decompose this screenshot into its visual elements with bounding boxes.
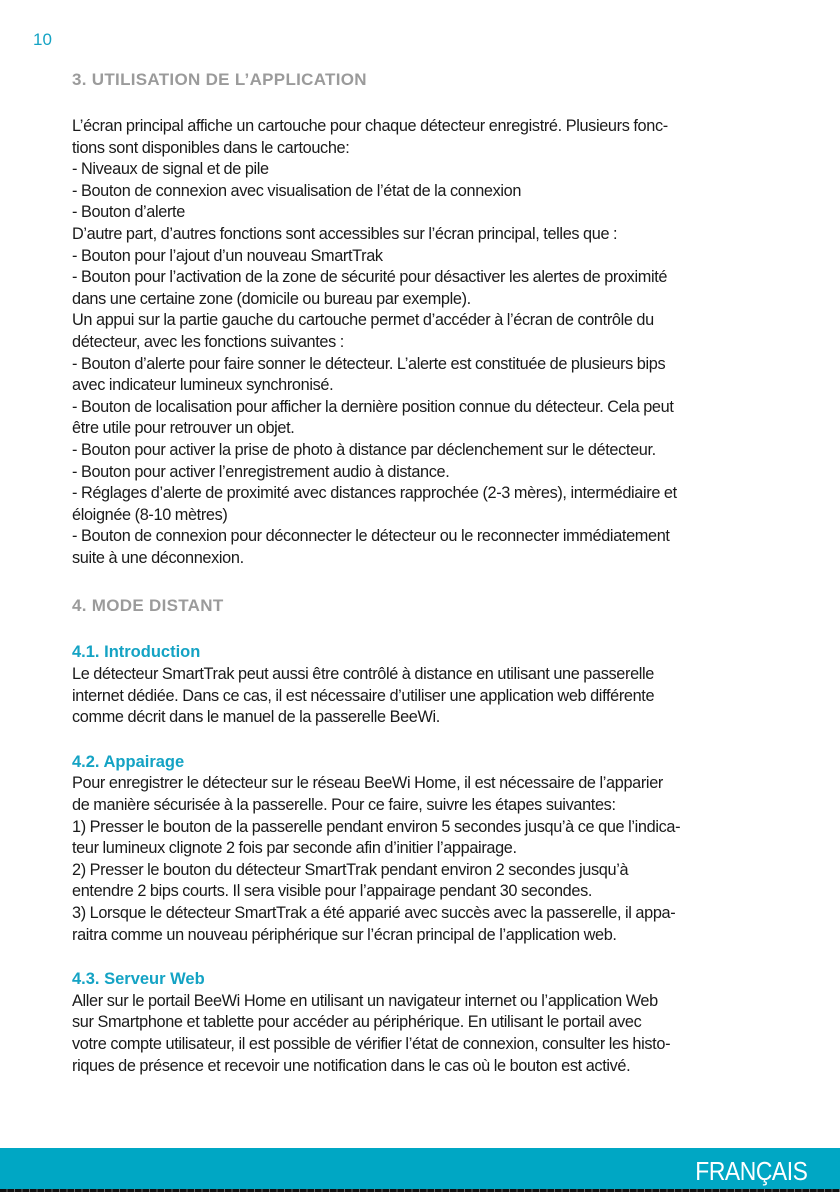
- subsection-title-introduction: 4.1. Introduction: [72, 643, 201, 662]
- text-line: D’autre part, d’autres fonctions sont accessibles sur l’écran principal, telles que :: [72, 224, 618, 243]
- list-item: - Bouton d’alerte pour faire sonner le détecteur. L’alerte est constituée de plusieurs bips: [72, 354, 666, 373]
- list-item: - Bouton de connexion avec visualisation de l’état de la connexion: [72, 181, 522, 200]
- list-item: - Bouton pour activer la prise de photo à distance par déclenchement sur le détecteur.: [72, 440, 656, 459]
- section-title-mode-distant: 4. MODE DISTANT: [72, 596, 224, 616]
- text-line: être utile pour retrouver un objet.: [72, 419, 295, 438]
- text-line: éloignée (8-10 mètres): [72, 505, 228, 524]
- list-item: - Bouton de connexion pour déconnecter le détecteur ou le reconnecter immédiatement: [72, 527, 670, 546]
- footer-language-label: FRANÇAIS: [694, 1156, 807, 1186]
- list-item: - Réglages d’alerte de proximité avec distances rapprochée (2-3 mères), intermédiaire et: [72, 484, 677, 503]
- text-line: Un appui sur la partie gauche du cartouche permet d’accéder à l’écran de contrôle du: [72, 311, 654, 330]
- subsection-title-serveur-web: 4.3. Serveur Web: [72, 970, 205, 989]
- text-line: sur Smartphone et tablette pour accéder au périphérique. En utilisant le portail avec: [72, 1013, 642, 1032]
- spacer: [72, 93, 772, 116]
- text-line: Le détecteur SmartTrak peut aussi être contrôlé à distance en utilisant une passerelle: [72, 665, 655, 684]
- step-item: 3) Lorsque le détecteur SmartTrak a été apparié avec succès avec la passerelle, il appa-: [72, 904, 676, 922]
- list-item: - Niveaux de signal et de pile: [72, 160, 269, 179]
- text-line: votre compte utilisateur, il est possible de vérifier l’état de connexion, consulter les histo-: [72, 1034, 671, 1053]
- list-item: - Bouton d’alerte: [72, 203, 185, 222]
- step-item: 2) Presser le bouton du détecteur SmartTrak pendant environ 2 secondes jusqu’à: [72, 860, 629, 879]
- footer-language-bar: [0, 1148, 840, 1189]
- text-line: dans une certaine zone (domicile ou bureau par exemple).: [72, 289, 471, 308]
- list-item: - Bouton pour l’activation de la zone de sécurité pour désactiver les alertes de proximité: [72, 268, 668, 287]
- text-line: riques de présence et recevoir une notification dans le cas où le bouton est activé.: [72, 1056, 631, 1075]
- text-line: suite à une déconnexion.: [72, 548, 244, 567]
- text-line: Aller sur le portail BeeWi Home en utilisant un navigateur internet ou l’application Web: [72, 991, 658, 1010]
- text-line: avec indicateur lumineux synchronisé.: [72, 376, 334, 395]
- text-line: Pour enregistrer le détecteur sur le réseau BeeWi Home, il est nécessaire de l’apparier: [72, 774, 663, 793]
- page-content: [72, 66, 772, 1077]
- text-line: L’écran principal affiche un cartouche pour chaque détecteur enregistré. Plusieurs fonc-: [72, 117, 668, 135]
- list-item: - Bouton pour l’ajout d’un nouveau SmartTrak: [72, 246, 383, 265]
- text-line: de manière sécurisée à la passerelle. Pour ce faire, suivre les étapes suivantes:: [72, 796, 616, 815]
- text-line: entendre 2 bips courts. Il sera visible pour l’appairage pendant 30 secondes.: [72, 882, 593, 901]
- list-item: - Bouton de localisation pour afficher la dernière position connue du détecteur. Cela peut: [72, 397, 674, 416]
- spacer: [72, 619, 772, 642]
- spacer: [72, 569, 772, 592]
- subsection-title-appairage: 4.2. Appairage: [72, 752, 185, 771]
- subsection-body-serveur-web: [72, 991, 772, 1077]
- text-line: internet dédiée. Dans ce cas, il est nécessaire d’utiliser une application web différente: [72, 686, 655, 705]
- spacer: [72, 729, 772, 752]
- page-number: 10: [33, 30, 52, 49]
- section-title-utilisation: 3. UTILISATION DE L’APPLICATION: [72, 70, 367, 89]
- spacer: [72, 946, 772, 969]
- list-item: - Bouton pour activer l’enregistrement audio à distance.: [72, 462, 450, 481]
- text-line: comme décrit dans le manuel de la passerelle BeeWi.: [72, 708, 440, 727]
- text-line: teur lumineux clignote 2 fois par seconde afin d’initier l’appairage.: [72, 839, 517, 858]
- text-line: raitra comme un nouveau périphérique sur l’écran principal de l’application web.: [72, 925, 617, 944]
- step-item: 1) Presser le bouton de la passerelle pendant environ 5 secondes jusqu’à ce que l’indica-: [72, 817, 681, 836]
- text-line: tions sont disponibles dans le cartouche:: [72, 138, 350, 157]
- subsection-body-introduction: [72, 664, 772, 729]
- text-line: détecteur, avec les fonctions suivantes :: [72, 332, 344, 351]
- subsection-body-appairage: [72, 773, 772, 946]
- section-body-utilisation: [72, 116, 772, 569]
